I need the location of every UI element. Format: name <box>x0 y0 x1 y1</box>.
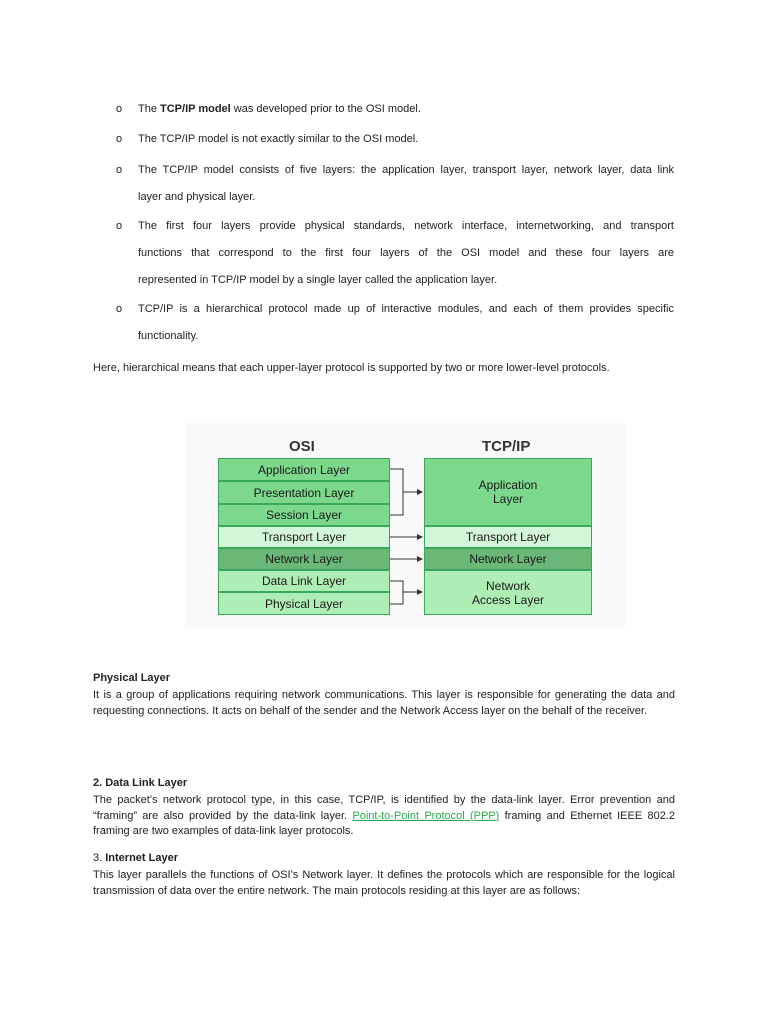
tcpip-access-label: Network <box>485 578 530 593</box>
section-text-datalink <box>93 793 675 840</box>
section-heading-datalink: 2. Data Link Layer <box>93 777 188 789</box>
intro-paragraph: Here, hierarchical means that each upper-layer protocol is supported by two or more lower-level protocols. <box>93 362 610 374</box>
section-number: 3. <box>93 852 106 864</box>
osi-presentation-layer: Presentation Layer <box>218 481 390 504</box>
bullet-text: TCP/IP is a hierarchical protocol made up of interactive modules, and each of them provides specific <box>138 303 674 315</box>
osi-transport-layer: Transport Layer <box>218 526 390 548</box>
osi-application-layer: Application Layer <box>218 458 390 481</box>
bullet-text: The <box>138 103 161 115</box>
section-title: Internet Layer <box>105 852 178 864</box>
bullet-text: The TCP/IP model consists of five layers: the application layer, transport layer, network layer, data link <box>138 164 674 176</box>
osi-session-layer: Session Layer <box>218 504 390 526</box>
bullet-text: layer and physical layer. <box>138 191 256 203</box>
ppp-link[interactable]: Point-to-Point Protocol (PPP) <box>352 809 500 822</box>
bold-term: TCP/IP model <box>160 103 231 115</box>
bullet-text: The TCP/IP model is not exactly similar to the OSI model. <box>138 133 419 145</box>
bracket-icon <box>390 581 403 604</box>
bullet-item <box>116 157 674 211</box>
osi-title: OSI <box>289 438 315 455</box>
tcpip-transport-layer: Transport Layer <box>424 526 592 548</box>
bullet-item <box>116 213 674 294</box>
bullet-marker: o <box>116 133 123 145</box>
section-text-physical: It is a group of applications requiring network communications. This layer is responsible for generating the data and requesting connections. It acts on behalf of the sender and the Network Access layer on the behalf of the receiver. <box>93 689 675 717</box>
connector-arrows <box>185 423 625 628</box>
tcpip-network-layer: Network Layer <box>424 548 592 570</box>
paragraph-text: The packet’s network protocol type, in this case, TCP/IP, is identified by the data-link layer. Error prevention and “framing” are also provided by the data-link layer. <box>93 794 675 822</box>
bullet-text: was developed prior to the OSI model. <box>230 103 421 115</box>
osi-tcpip-diagram <box>185 423 625 628</box>
bullet-text: represented in TCP/IP model by a single layer called the application layer. <box>138 274 498 286</box>
tcpip-application-label: Layer <box>492 492 524 506</box>
paragraph-text: framing and Ethernet IEEE 802.2 framing are two examples of data-link layer protocols. <box>93 809 675 837</box>
bullet-marker: o <box>116 220 123 232</box>
section-heading-physical: Physical Layer <box>93 672 171 684</box>
bullet-marker: o <box>116 103 123 115</box>
bullet-item <box>116 296 674 350</box>
tcpip-title: TCP/IP <box>482 438 531 455</box>
bullet-text: functions that correspond to the first four layers of the OSI model and these four layers are <box>138 247 674 259</box>
osi-network-layer: Network Layer <box>218 548 390 570</box>
bullet-text: functionality. <box>138 330 199 342</box>
bullet-text: The first four layers provide physical standards, network interface, internetworking, and transport <box>138 220 674 232</box>
osi-datalink-layer: Data Link Layer <box>218 570 390 592</box>
section-heading-internet <box>93 852 178 864</box>
tcpip-access-label: Access Layer <box>471 592 545 607</box>
bullet-item <box>116 96 674 123</box>
bullet-marker: o <box>116 303 123 315</box>
bullet-item <box>116 126 674 153</box>
tcpip-application-label: Application <box>478 478 538 492</box>
osi-physical-layer: Physical Layer <box>218 592 390 615</box>
bullet-marker: o <box>116 164 123 176</box>
bracket-icon <box>390 469 403 515</box>
section-text-internet: This layer parallels the functions of OSI’s Network layer. It defines the protocols which are responsible for the logical transmission of data over the entire network. The main protocols residing at this layer are as follows: <box>93 869 675 897</box>
